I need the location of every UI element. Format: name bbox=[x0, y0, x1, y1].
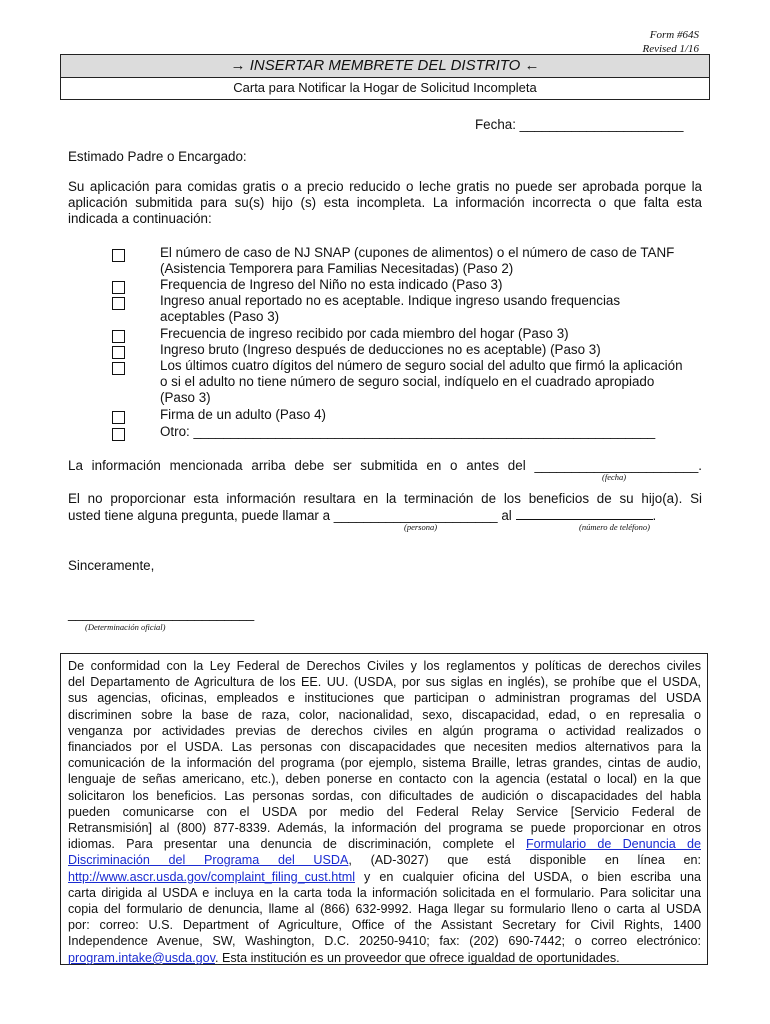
form-identifier bbox=[642, 28, 699, 56]
deadline-statement: La información mencionada arriba debe ser submitida en o antes del ______________________. bbox=[68, 458, 702, 473]
notice-text: . Esta institución es un proveedor que ofrece igualdad de oportunidades. bbox=[214, 950, 620, 965]
checklist-text: Frecuencia de ingreso recibido por cada miembro del hogar (Paso 3) bbox=[160, 326, 569, 341]
checkbox-annual-income[interactable] bbox=[112, 297, 125, 310]
checklist-item-gross-income bbox=[160, 342, 700, 358]
consequence-period: . bbox=[652, 508, 657, 523]
checklist-text: Ingreso bruto (Ingreso después de deducciones no es aceptable) (Paso 3) bbox=[160, 342, 601, 357]
notice-line: comunicación de la información del programa (por ejemplo, sistema Braille, letras grandes, cintas de audio, bbox=[68, 756, 701, 771]
checklist-text: El número de caso de NJ SNAP (cupones de alimentos) o el número de caso de TANF bbox=[160, 245, 675, 260]
intro-line-1: Su aplicación para comidas gratis o a precio reducido o leche gratis no puede ser aprobada porque la bbox=[68, 179, 702, 194]
checklist-item-ssn bbox=[160, 358, 700, 407]
notice-line bbox=[68, 852, 701, 868]
date-field: Fecha: ______________________ bbox=[475, 117, 684, 132]
checkbox-other[interactable] bbox=[112, 428, 125, 441]
contact-person-text: usted tiene alguna pregunta, puede llamar a ______________________ al bbox=[68, 508, 512, 523]
checklist-text: o si el adulto no tiene número de seguro social, indíquelo en el cuadrado apropiado bbox=[160, 374, 655, 390]
notice-line: Retransmisión] al (800) 877-8339. Además, la información del programa se puede proporcionar en otros bbox=[68, 821, 701, 836]
checklist-item-signature bbox=[160, 407, 700, 423]
notice-line bbox=[68, 869, 701, 885]
complaint-form-link[interactable]: Formulario de Denuncia de bbox=[525, 837, 701, 852]
checkbox-child-income-frequency[interactable] bbox=[112, 281, 125, 294]
nondiscrimination-notice bbox=[60, 653, 708, 965]
date-caption: (fecha) bbox=[602, 472, 627, 482]
notice-line: financiados por el USDA. Las personas con discapacidades que necesiten medios alternativos para la bbox=[68, 740, 701, 755]
checklist-text: Frequencia de Ingreso del Niño no esta indicado (Paso 3) bbox=[160, 277, 503, 292]
greeting: Estimado Padre o Encargado: bbox=[68, 149, 247, 164]
checkbox-ssn[interactable] bbox=[112, 362, 125, 375]
notice-line: del Departamento de Agricultura de los EE. UU. (USDA, por sus siglas en inglés), se prohíbe que el USDA, bbox=[68, 675, 701, 690]
phone-number-line bbox=[516, 507, 653, 520]
notice-line: sus agencias, oficinas, empleados e instituciones que participan o administran programas del USDA bbox=[68, 691, 701, 706]
signature-line: _________________________ bbox=[68, 606, 255, 621]
closing: Sinceramente, bbox=[68, 558, 155, 573]
phone-caption: (número de teléfono) bbox=[579, 522, 650, 532]
checklist-text: Los últimos cuatro dígitos del número de seguro social del adulto que firmó la aplicación bbox=[160, 358, 683, 373]
letterhead-box bbox=[60, 54, 710, 100]
letter-title: Carta para Notificar la Hogar de Solicitud Incompleta bbox=[233, 80, 537, 95]
checklist-item-annual-income bbox=[160, 293, 700, 325]
checklist-text: aceptables (Paso 3) bbox=[160, 309, 280, 325]
person-caption: (persona) bbox=[404, 522, 438, 532]
notice-text: y en cualquier oficina del USDA, o bien escriba una bbox=[355, 869, 701, 884]
intro-line-3: indicada a continuación: bbox=[68, 211, 212, 226]
form-revision: Revised 1/16 bbox=[642, 43, 699, 55]
checklist-item-snap-tanf bbox=[160, 245, 700, 277]
intro-line-2: aplicación submitida para su(s) hijo (s) esta incompleta. La información incorrecta o que falta esta bbox=[68, 195, 702, 210]
notice-text: , (AD-3027) que está disponible en línea en: bbox=[348, 853, 701, 868]
checkbox-adult-signature[interactable] bbox=[112, 411, 125, 424]
notice-line: venganza por actividades previas de derechos civiles en algún programa o actividad realizados o bbox=[68, 723, 701, 738]
checklist-item-other bbox=[160, 424, 700, 440]
notice-text: idiomas. Para presentar una denuncia de discriminación, complete el bbox=[68, 837, 515, 852]
checklist-text: (Asistencia Temporera para Familias Necesitadas) (Paso 2) bbox=[160, 261, 514, 277]
checklist-text: Firma de un adulto (Paso 4) bbox=[160, 407, 326, 422]
checklist-text: Otro: ______________________________________________________________ bbox=[160, 424, 656, 439]
consequence-line-1: El no proporcionar esta información resultara en la terminación de los beneficios de su hijo(a). Si bbox=[68, 491, 702, 506]
notice-line: por: correo: U.S. Department of Agriculture, Office of the Assistant Secretary for Civil Rights, 1400 bbox=[68, 918, 701, 933]
checkbox-gross-income[interactable] bbox=[112, 346, 125, 359]
checklist-item-child-income bbox=[160, 277, 700, 293]
checklist-item-member-income bbox=[160, 326, 700, 342]
notice-line bbox=[68, 836, 701, 852]
checklist-text: (Paso 3) bbox=[160, 390, 211, 406]
notice-line: De conformidad con la Ley Federal de Derechos Civiles y los reglamentos y políticas de derechos civiles bbox=[68, 659, 701, 673]
notice-line: discriminen sobre la base de raza, color, nacionalidad, sexo, discapacidad, edad, o en represalia o bbox=[68, 707, 701, 722]
complaint-form-link-cont[interactable]: Discriminación del Programa del USDA bbox=[68, 853, 349, 868]
consequence-line-2 bbox=[68, 507, 656, 524]
complaint-url-link[interactable]: http://www.ascr.usda.gov/complaint_filing_cust.html bbox=[68, 869, 355, 884]
notice-line: solicitaron los beneficios. Las personas sordas, con dificultades de audición o discapacidades del habla bbox=[68, 788, 701, 803]
checklist-text: Ingreso anual reportado no es aceptable. Indique ingreso usando frequencias bbox=[160, 293, 621, 308]
notice-line: carta dirigida al USDA e incluya en la carta toda la información solicitada en el formulario. Para solicitar una bbox=[68, 885, 701, 900]
notice-line: lenguaje de señas americano, etc.), deben ponerse en contacto con la agencia (estatal o local) en la que bbox=[68, 772, 701, 787]
letterhead-placeholder: → INSERTAR MEMBRETE DEL DISTRITO ← bbox=[61, 55, 709, 78]
checkbox-member-income-frequency[interactable] bbox=[112, 330, 125, 343]
notice-line: copia del formulario de denuncia, llame al (866) 632-9992. Haga llegar su formulario lleno o carta al USDA bbox=[68, 902, 701, 917]
email-link[interactable]: program.intake@usda.gov bbox=[68, 950, 215, 965]
checkbox-snap-tanf[interactable] bbox=[112, 249, 125, 262]
notice-line: pueden comunicarse con el USDA por medio del Federal Relay Service [Servicio Federal de bbox=[68, 804, 701, 819]
notice-line: Independence Avenue, SW, Washington, D.C. 20250-9410; fax: (202) 690-7442; o correo electrónico: bbox=[68, 934, 701, 949]
signature-caption: (Determinación oficial) bbox=[85, 622, 166, 632]
notice-line bbox=[68, 950, 701, 966]
form-number: Form #64S bbox=[649, 29, 699, 41]
